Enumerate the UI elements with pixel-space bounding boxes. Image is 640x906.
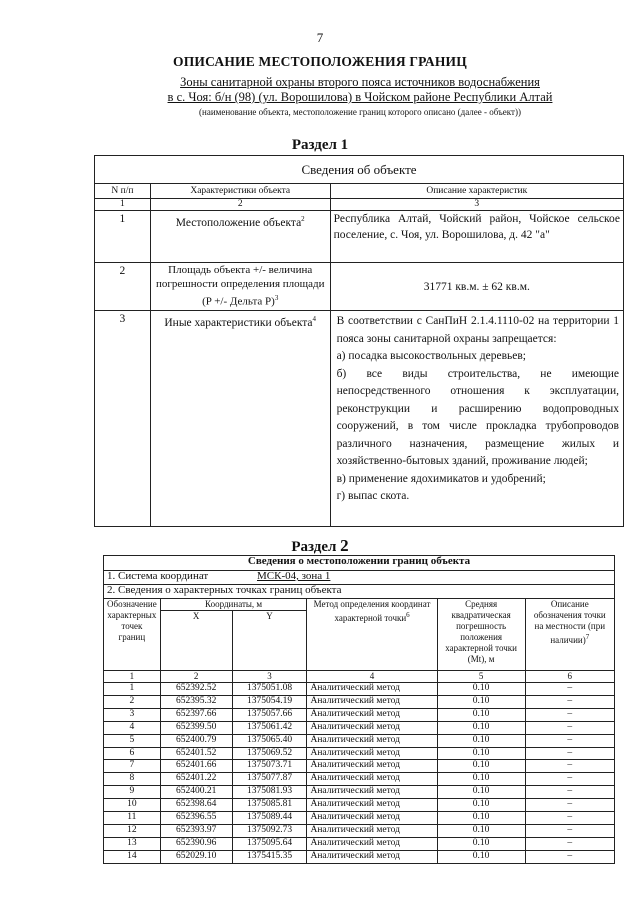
- point-mt: 0.10: [437, 708, 525, 721]
- table-row: [104, 708, 615, 721]
- point-mt: 0.10: [437, 760, 525, 773]
- point-number: 3: [104, 708, 161, 721]
- point-y: 1375065.40: [232, 734, 307, 747]
- col-number: 3: [232, 671, 307, 683]
- point-method: Аналитический метод: [307, 837, 437, 850]
- col-header-description: Описание характеристик: [330, 184, 623, 199]
- point-number: 2: [104, 695, 161, 708]
- point-x: 652397.66: [160, 708, 232, 721]
- row-name-text: Местоположение объекта: [175, 216, 302, 229]
- table-row: [104, 850, 615, 863]
- point-number: 4: [104, 721, 161, 734]
- point-method: Аналитический метод: [307, 747, 437, 760]
- point-desc: –: [525, 837, 614, 850]
- point-desc: –: [525, 799, 614, 812]
- point-y: 1375057.66: [232, 708, 307, 721]
- point-mt: 0.10: [437, 721, 525, 734]
- table-row: [104, 721, 615, 734]
- point-mt: 0.10: [437, 747, 525, 760]
- footnote-ref: 6: [406, 611, 410, 619]
- table-row: [104, 824, 615, 837]
- point-number: 7: [104, 760, 161, 773]
- point-mt: 0.10: [437, 850, 525, 863]
- point-method: Аналитический метод: [307, 760, 437, 773]
- point-mt: 0.10: [437, 683, 525, 696]
- table-row: [104, 695, 615, 708]
- point-x: 652400.21: [160, 786, 232, 799]
- col-number: 1: [95, 199, 151, 211]
- table-row: [104, 683, 615, 696]
- row-value: Республика Алтай, Чойский район, Чойское сельское поселение, с. Чоя, ул. Ворошилова, д. 42 "а": [330, 211, 623, 263]
- col-header-error: Средняя квадратическая погрешность положения характерной точки (Mt), м: [437, 599, 525, 671]
- point-desc: –: [525, 695, 614, 708]
- point-x: 652401.66: [160, 760, 232, 773]
- restriction-item: г) выпас скота.: [336, 490, 410, 502]
- object-name: [150, 75, 570, 105]
- table-row: [95, 263, 624, 311]
- point-number: 11: [104, 812, 161, 825]
- point-number: 1: [104, 683, 161, 696]
- point-x: 652392.52: [160, 683, 232, 696]
- object-info-table: [94, 155, 624, 527]
- point-y: 1375089.44: [232, 812, 307, 825]
- point-number: 12: [104, 824, 161, 837]
- restriction-item: а) посадка высокоствольных деревьев;: [336, 350, 527, 362]
- point-mt: 0.10: [437, 695, 525, 708]
- row-value: [330, 311, 623, 527]
- point-y: 1375069.52: [232, 747, 307, 760]
- point-x: 652401.22: [160, 773, 232, 786]
- row-name: [150, 263, 330, 311]
- row-number: 3: [95, 311, 151, 527]
- point-method: Аналитический метод: [307, 695, 437, 708]
- point-mt: 0.10: [437, 734, 525, 747]
- point-method: Аналитический метод: [307, 799, 437, 812]
- col-header-n: N п/п: [95, 184, 151, 199]
- point-desc: –: [525, 812, 614, 825]
- point-mt: 0.10: [437, 837, 525, 850]
- point-y: 1375092.73: [232, 824, 307, 837]
- section2-heading: [0, 536, 640, 556]
- point-x: 652393.97: [160, 824, 232, 837]
- restriction-intro: В соответствии с СанПиН 2.1.4.1110-02 на территории 1 пояса зоны санитарной охраны запрещается:: [336, 315, 619, 345]
- table-row: [104, 773, 615, 786]
- point-method: Аналитический метод: [307, 708, 437, 721]
- point-y: 1375077.87: [232, 773, 307, 786]
- point-number: 10: [104, 799, 161, 812]
- document-title: ОПИСАНИЕ МЕСТОПОЛОЖЕНИЯ ГРАНИЦ: [173, 54, 467, 69]
- point-desc: –: [525, 721, 614, 734]
- point-method: Аналитический метод: [307, 773, 437, 786]
- coord-system-row: [104, 571, 615, 585]
- table-row: [104, 786, 615, 799]
- footnote-ref: 3: [274, 294, 279, 302]
- col-header-x: X: [160, 611, 232, 671]
- table-row: [104, 812, 615, 825]
- object-caption: (наименование объекта, местоположение границ которого описано (далее - объект)): [199, 107, 521, 117]
- col-number: 4: [307, 671, 437, 683]
- point-mt: 0.10: [437, 799, 525, 812]
- row-name: [150, 311, 330, 527]
- point-x: 652399.50: [160, 721, 232, 734]
- coord-system-label: 1. Система координат: [107, 570, 209, 582]
- object-info-title: Сведения об объекте: [95, 156, 624, 184]
- point-mt: 0.10: [437, 824, 525, 837]
- point-desc: –: [525, 786, 614, 799]
- point-x: 652029.10: [160, 850, 232, 863]
- point-number: 13: [104, 837, 161, 850]
- col-number: 3: [330, 199, 623, 211]
- row-name-text: Иные характеристики объекта: [164, 316, 313, 329]
- col-header-y: Y: [232, 611, 307, 671]
- point-desc: –: [525, 734, 614, 747]
- boundary-table-title: Сведения о местоположении границ объекта: [104, 556, 615, 571]
- point-method: Аналитический метод: [307, 812, 437, 825]
- point-number: 9: [104, 786, 161, 799]
- point-number: 5: [104, 734, 161, 747]
- footnote-ref: 4: [312, 315, 317, 323]
- point-mt: 0.10: [437, 786, 525, 799]
- point-method: Аналитический метод: [307, 683, 437, 696]
- section1-heading: Раздел 1: [291, 137, 349, 153]
- object-name-line1: Зоны санитарной охраны второго пояса источников водоснабжения: [180, 75, 540, 89]
- points-label: 2. Сведения о характерных точках границ объекта: [104, 585, 615, 599]
- point-desc: –: [525, 850, 614, 863]
- page-number: 7: [316, 30, 324, 45]
- point-x: 652400.79: [160, 734, 232, 747]
- point-desc: –: [525, 683, 614, 696]
- point-method: Аналитический метод: [307, 786, 437, 799]
- col-number: 6: [525, 671, 614, 683]
- point-x: 652396.55: [160, 812, 232, 825]
- col-header-method-text: Метод определения координат характерной точки: [313, 599, 431, 623]
- row-name: [150, 211, 330, 263]
- row-number: 2: [95, 263, 151, 311]
- point-desc: –: [525, 824, 614, 837]
- table-row: [104, 747, 615, 760]
- point-y: 1375061.42: [232, 721, 307, 734]
- col-header-desc-text: Описание обозначения точки на местности (при наличии): [533, 599, 606, 645]
- point-y: 1375095.64: [232, 837, 307, 850]
- row-number: 1: [95, 211, 151, 263]
- point-method: Аналитический метод: [307, 721, 437, 734]
- point-y: 1375085.81: [232, 799, 307, 812]
- row-value: 31771 кв.м. ± 62 кв.м.: [330, 263, 623, 311]
- table-row: [95, 311, 624, 527]
- point-y: 1375051.08: [232, 683, 307, 696]
- point-mt: 0.10: [437, 812, 525, 825]
- point-y: 1375081.93: [232, 786, 307, 799]
- table-row: [104, 799, 615, 812]
- point-y: 1375415.35: [232, 850, 307, 863]
- section2-heading-word: Раздел: [291, 539, 337, 555]
- point-x: 652398.64: [160, 799, 232, 812]
- col-header-designation: Обозначение характерных точек границ: [104, 599, 161, 671]
- point-number: 14: [104, 850, 161, 863]
- point-method: Аналитический метод: [307, 824, 437, 837]
- point-mt: 0.10: [437, 773, 525, 786]
- point-desc: –: [525, 747, 614, 760]
- col-header-desc: [525, 599, 614, 671]
- col-number: 2: [150, 199, 330, 211]
- table-row: [104, 760, 615, 773]
- footnote-ref: 7: [585, 633, 590, 641]
- points-body: [104, 683, 615, 864]
- row-name-text: Площадь объекта +/- величина погрешности определения площади (P +/- Дельта P): [155, 264, 325, 308]
- col-number: 2: [160, 671, 232, 683]
- object-name-line2: в с. Чоя: б/н (98) (ул. Ворошилова) в Чойском районе Республики Алтай: [167, 90, 553, 104]
- footnote-ref: 2: [301, 215, 305, 223]
- col-number: 5: [437, 671, 525, 683]
- point-y: 1375054.19: [232, 695, 307, 708]
- point-method: Аналитический метод: [307, 734, 437, 747]
- table-row: [104, 837, 615, 850]
- point-number: 6: [104, 747, 161, 760]
- section2-heading-number: 2: [340, 536, 349, 555]
- point-x: 652395.32: [160, 695, 232, 708]
- col-number: 1: [104, 671, 161, 683]
- point-number: 8: [104, 773, 161, 786]
- point-y: 1375073.71: [232, 760, 307, 773]
- restriction-item: в) применение ядохимикатов и удобрений;: [336, 472, 546, 485]
- point-desc: –: [525, 773, 614, 786]
- col-header-characteristics: Характеристики объекта: [150, 184, 330, 199]
- table-row: [95, 211, 624, 263]
- restriction-item: б) все виды строительства, не имеющие непосредственного отношения к эксплуатации, реконструкции и расширению водопроводных сооружений, в том числе прокладка трубопроводов различного назначения, размещение жилых и хозяйственно-бытовых зданий, проживание людей;: [336, 367, 619, 467]
- boundary-points-table: [103, 555, 615, 864]
- table-row: [104, 734, 615, 747]
- point-desc: –: [525, 708, 614, 721]
- coord-system-value: МСК-04, зона 1: [256, 570, 331, 582]
- col-header-coords: Координаты, м: [160, 599, 307, 611]
- point-desc: –: [525, 760, 614, 773]
- point-method: Аналитический метод: [307, 850, 437, 863]
- col-header-method: [307, 599, 437, 671]
- point-x: 652401.52: [160, 747, 232, 760]
- point-x: 652390.96: [160, 837, 232, 850]
